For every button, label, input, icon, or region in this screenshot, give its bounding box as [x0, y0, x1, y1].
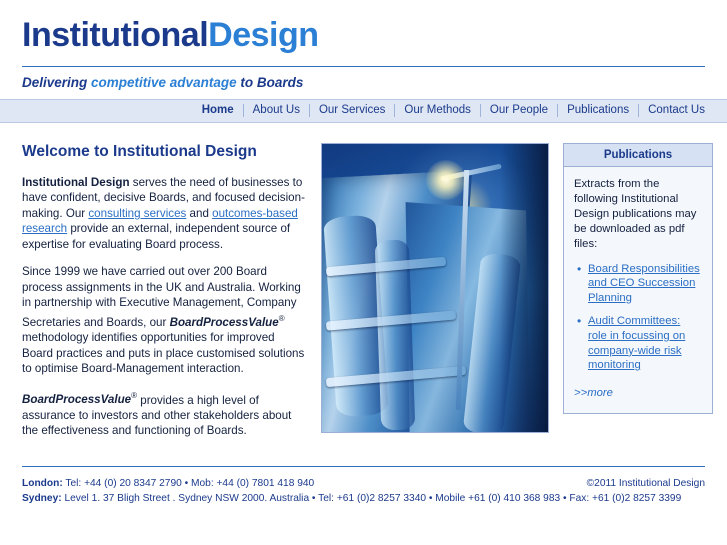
intro-text-2b: methodology identifies opportunities for improved Board practices and puts in place customised solutions to optimise Board-Management interaction.: [22, 331, 305, 376]
nav-item-about-us[interactable]: About Us: [244, 104, 310, 117]
hero-image-column: [321, 143, 549, 451]
intro-text-3a: provides a high level of assurance to investors and other stakeholders about the effectiveness and functioning of Boards.: [22, 393, 292, 438]
intro-text-1a: serves the need of businesses to have confident, decisive Boards, and focused decision-making. Our: [22, 175, 305, 220]
link-outcomes-based-research[interactable]: outcomes-based research: [22, 206, 298, 236]
footer-london-label: London:: [22, 478, 63, 489]
tagline-part-2: to Boards: [236, 74, 304, 90]
photo-shadow-overlay: [500, 144, 548, 432]
footer-sydney-text: Level 1. 37 Bligh Street . Sydney NSW 2000. Australia • Tel: +61 (0)2 8257 3340 • Mobile +61 (0) 410 368 983 • Fax: +61 (0)2 8257 3399: [61, 493, 682, 504]
nav-item-our-people[interactable]: Our People: [481, 104, 558, 117]
nav-item-home[interactable]: Home: [193, 104, 244, 117]
footer-copyright: ©2011 Institutional Design: [586, 478, 705, 489]
bpv-name-2: BoardProcessValue: [22, 393, 132, 407]
list-item: [588, 314, 702, 372]
footer-london-contact: [22, 476, 314, 491]
site-header: [0, 0, 727, 54]
registered-mark-2: ®: [131, 391, 138, 401]
site-logo[interactable]: [22, 18, 705, 54]
publications-panel-title: Publications: [564, 144, 712, 167]
footer-sydney-contact: [22, 491, 705, 506]
footer-london-text: Tel: +44 (0) 20 8347 2790 • Mob: +44 (0) 7801 418 940: [62, 478, 315, 489]
link-consulting-services[interactable]: consulting services: [88, 206, 187, 220]
nav-item-publications[interactable]: Publications: [558, 104, 639, 117]
publication-link-audit-committees[interactable]: Audit Committees: role in focussing on company-wide risk monitoring: [588, 315, 686, 372]
footer-divider: [22, 466, 705, 467]
tagline-part-1: Delivering: [22, 74, 92, 90]
publications-list: [574, 262, 702, 373]
intro-paragraph-3: [22, 389, 307, 439]
bpv-name-1: BoardProcessValue: [169, 315, 279, 329]
publications-intro-text: Extracts from the following Institutional Design publications may be downloaded as pdf files:: [574, 177, 697, 250]
nav-item-contact-us[interactable]: Contact Us: [648, 104, 705, 117]
page-title: Welcome to Institutional Design: [22, 142, 257, 160]
publications-panel-body: [564, 167, 712, 413]
nav-item-our-services[interactable]: Our Services: [310, 104, 395, 117]
intro-text-2a: Since 1999 we have carried out over 200 Board process assignments in the UK and Australia. Working in partnership with Executive Management, Company Secretaries and Boards, our: [22, 265, 301, 329]
intro-paragraph-2: [22, 264, 307, 376]
photo-lamp-glow: [426, 160, 466, 200]
intro-text-1c: provide an external, independent source of expertise for evaluating Board process.: [22, 222, 291, 251]
company-name-strong: Institutional Design: [22, 175, 130, 189]
footer-sydney-label: Sydney:: [22, 493, 62, 504]
modern-building-photo: [321, 143, 549, 433]
footer-row-london: [22, 476, 705, 491]
sidebar-column: [563, 143, 713, 451]
site-tagline: [22, 75, 705, 90]
publications-panel: [563, 143, 713, 414]
more-publications-link[interactable]: >>more: [574, 386, 613, 399]
logo-text-secondary: Design: [208, 16, 319, 54]
list-item: [588, 262, 702, 306]
primary-navigation: [0, 99, 727, 123]
publication-link-board-responsibilities[interactable]: Board Responsibilities and CEO Succession Planning: [588, 262, 700, 304]
boardprocessvalue-trademark-1: [169, 313, 285, 329]
boardprocessvalue-trademark-2: [22, 393, 137, 406]
header-divider: [22, 66, 705, 67]
intro-paragraph-1: [22, 175, 307, 253]
nav-item-our-methods[interactable]: Our Methods: [395, 104, 480, 117]
main-content: [0, 123, 727, 451]
tagline-highlight: competitive advantage: [91, 74, 237, 90]
logo-text-primary: Institutional: [22, 16, 209, 54]
registered-mark-1: ®: [278, 313, 285, 323]
content-column: [22, 143, 307, 451]
site-footer: [22, 476, 705, 506]
intro-text-1b: and: [186, 206, 213, 220]
